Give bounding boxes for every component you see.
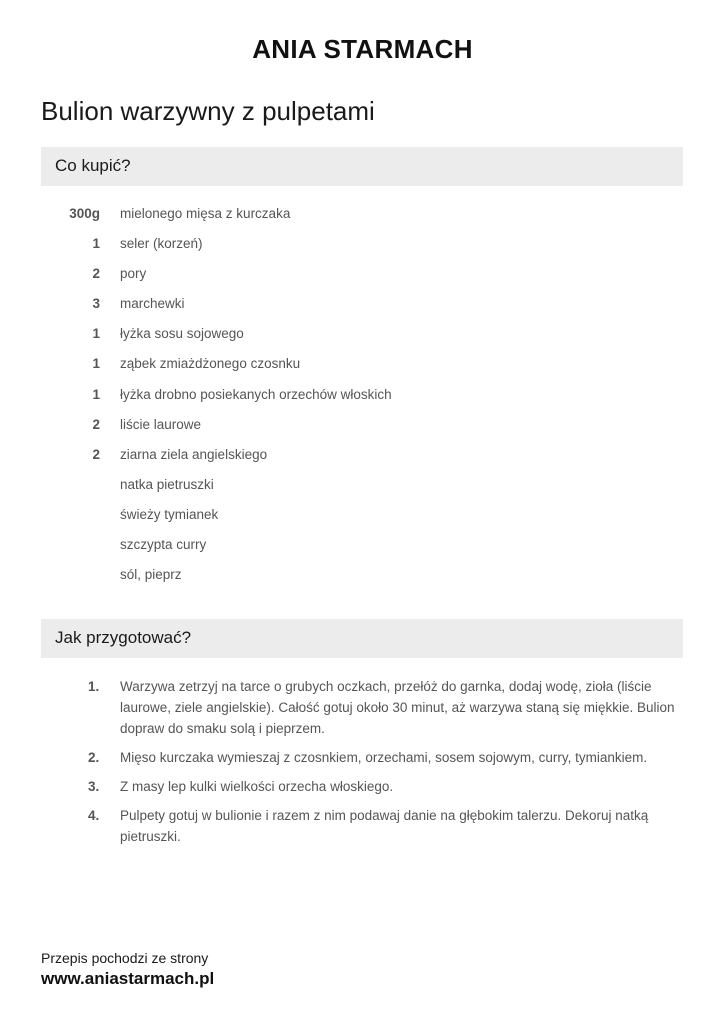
ingredient-item — [41, 562, 683, 592]
ingredient-qty: 1 — [92, 326, 100, 342]
step-item — [41, 805, 683, 847]
ingredient-name: szczypta curry — [120, 537, 207, 553]
footer-website-link[interactable]: www.aniastarmach.pl — [41, 969, 215, 988]
ingredient-item — [41, 472, 683, 502]
step-number: 2. — [88, 750, 100, 765]
ingredient-name: pory — [120, 266, 147, 282]
ingredient-name: sól, pieprz — [120, 567, 182, 583]
ingredients-heading: Co kupić? — [55, 156, 131, 175]
ingredient-qty: 1 — [92, 356, 100, 372]
ingredient-qty: 3 — [92, 296, 100, 312]
ingredient-qty: 2 — [92, 266, 100, 282]
recipe-title: Bulion warzywny z pulpetami — [41, 96, 375, 126]
step-number: 4. — [88, 808, 100, 823]
step-text: Z masy lep kulki wielkości orzecha włoskiego. — [120, 779, 394, 794]
ingredient-name: marchewki — [120, 296, 185, 312]
ingredient-item — [41, 502, 683, 532]
step-item — [41, 747, 683, 768]
ingredient-name: ząbek zmiażdżonego czosnku — [120, 356, 301, 372]
ingredient-item — [41, 442, 683, 472]
footer-source-note: Przepis pochodzi ze strony — [41, 950, 209, 966]
step-item — [41, 776, 683, 797]
ingredient-item — [41, 532, 683, 562]
steps-section-header — [41, 619, 683, 658]
ingredient-name: ziarna ziela angielskiego — [120, 446, 268, 462]
ingredient-item — [41, 382, 683, 412]
ingredient-qty: 2 — [92, 416, 100, 432]
ingredient-qty: 300g — [69, 206, 100, 221]
ingredients-list — [41, 201, 683, 592]
ingredient-item — [41, 291, 683, 321]
ingredient-name: seler (korzeń) — [120, 236, 203, 252]
ingredient-qty: 1 — [92, 236, 100, 252]
step-text: Warzywa zetrzyj na tarce o grubych oczkach, przełóż do garnka, dodaj wodę, zioła (liście laurowe, ziele angielskie). Całość gotuj około 30 minut, aż warzywa staną się miękkie. Bulion dopraw do smaku solą i pieprzem. — [120, 679, 675, 736]
ingredient-name: łyżka drobno posiekanych orzechów włoskich — [120, 386, 392, 402]
ingredients-section-header — [41, 147, 683, 186]
ingredient-name: natka pietruszki — [120, 476, 214, 492]
steps-list — [41, 676, 683, 855]
step-number: 1. — [88, 679, 100, 694]
ingredient-item — [41, 231, 683, 261]
ingredient-name: łyżka sosu sojowego — [120, 326, 244, 342]
ingredient-item — [41, 261, 683, 291]
step-text: Pulpety gotuj w bulionie i razem z nim podawaj danie na głębokim talerzu. Dekoruj natką pietruszki. — [120, 808, 649, 844]
ingredient-qty: 2 — [92, 446, 100, 462]
ingredient-item — [41, 412, 683, 442]
ingredient-item — [41, 321, 683, 351]
step-text: Mięso kurczaka wymieszaj z czosnkiem, orzechami, sosem sojowym, curry, tymiankiem. — [120, 750, 648, 765]
brand-title: ANIA STARMACH — [252, 34, 473, 64]
ingredient-item — [41, 351, 683, 381]
ingredient-name: liście laurowe — [120, 416, 202, 432]
ingredient-item — [41, 201, 683, 231]
ingredient-name: świeży tymianek — [120, 506, 219, 522]
ingredient-name: mielonego mięsa z kurczaka — [120, 206, 291, 221]
step-item — [41, 676, 683, 739]
ingredient-qty: 1 — [92, 386, 100, 402]
steps-heading: Jak przygotować? — [55, 628, 192, 647]
step-number: 3. — [88, 779, 100, 794]
